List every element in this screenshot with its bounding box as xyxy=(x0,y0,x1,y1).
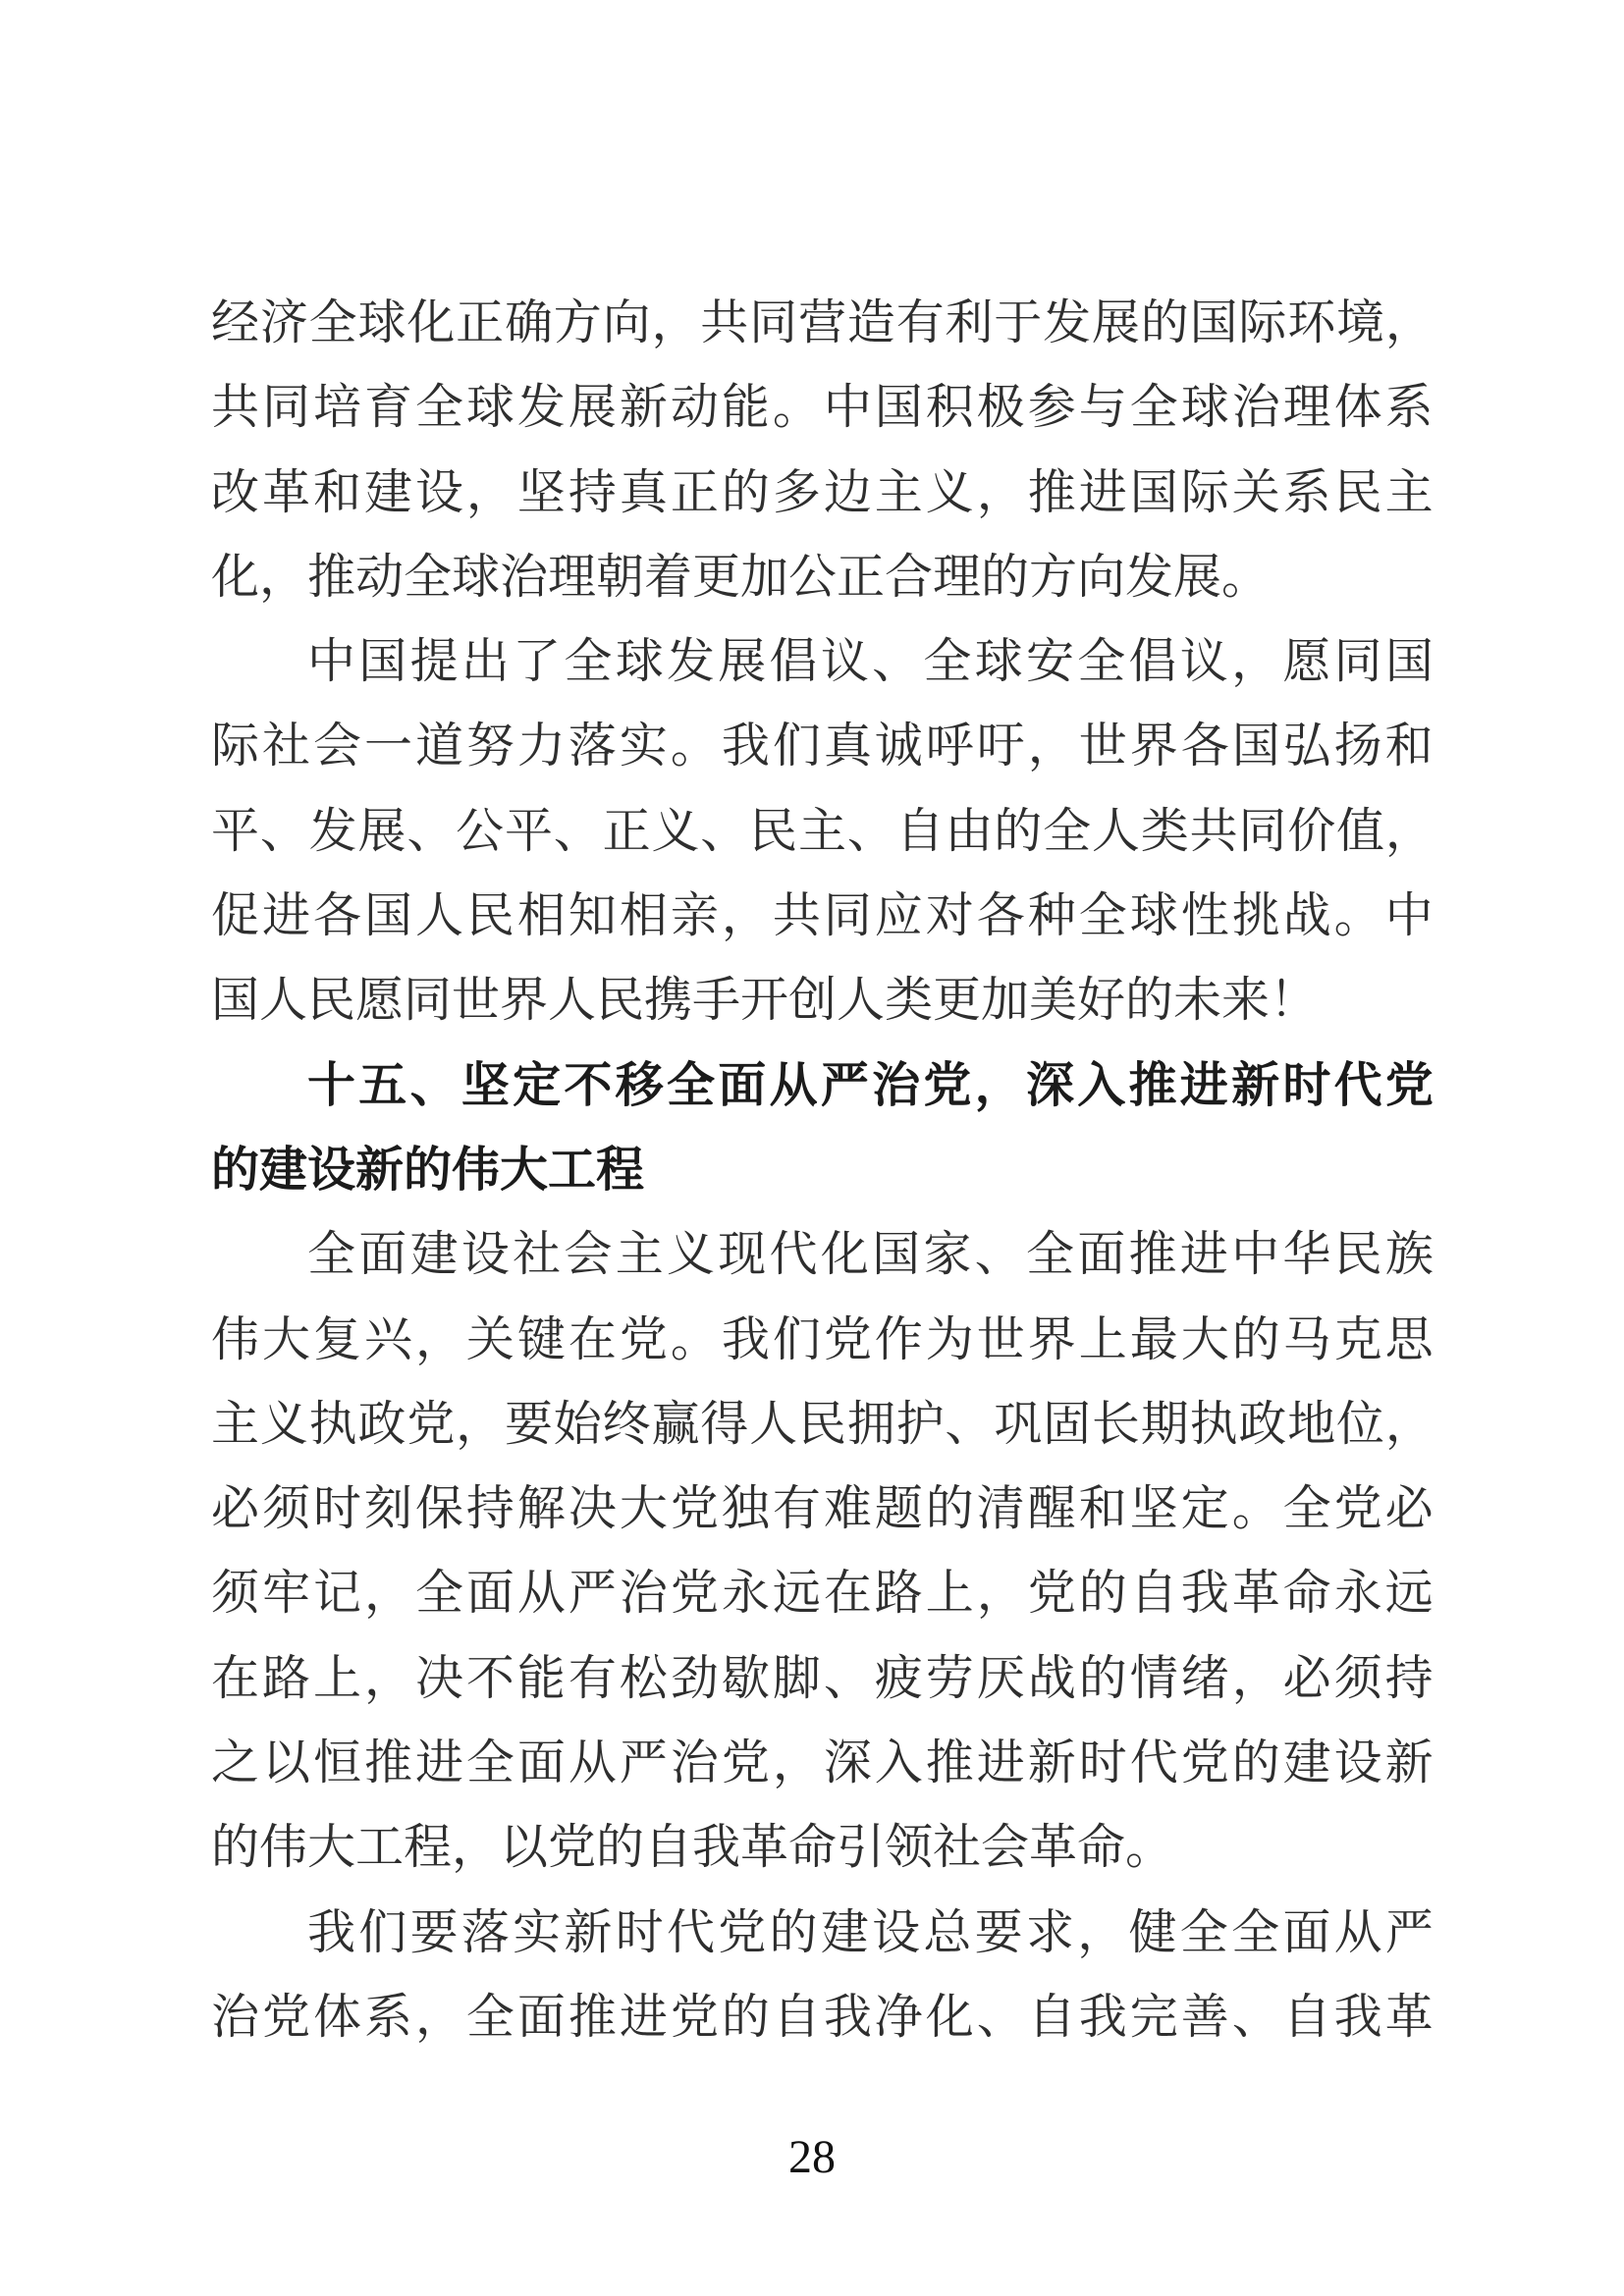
text-line: 国人民愿同世界人民携手开创人类更加美好的未来！ xyxy=(211,973,1319,1028)
text-line: 治 党 体 系 ， 全 面 推 进 党 的 自 我 净 化 、 自 我 完 善 、 自 我 革 xyxy=(211,1989,1434,2044)
text-line: 须 牢 记 ， 全 面 从 严 治 党 永 远 在 路 上 ， 党 的 自 我 革 命 永 远 xyxy=(211,1566,1434,1621)
text-line: 必 须 时 刻 保 持 解 决 大 党 独 有 难 题 的 清 醒 和 坚 定 。 全 党 必 xyxy=(211,1481,1434,1536)
section-heading-line: 十 五 、 坚 定 不 移 全 面 从 严 治 党 ， 深 入 推 进 新 时 代 党 xyxy=(307,1058,1434,1112)
text-line: 中 国 提 出 了 全 球 发 展 倡 议 、 全 球 安 全 倡 议 ， 愿 同 国 xyxy=(307,634,1434,689)
text-line: 促 进 各 国 人 民 相 知 相 亲 ， 共 同 应 对 各 种 全 球 性 挑 战 。 中 xyxy=(211,888,1434,943)
section-heading-line: 的建设新的伟大工程 xyxy=(211,1143,645,1197)
document-text-block xyxy=(211,281,1434,2059)
text-line: 平 、 发 展 、 公 平 、 正 义 、 民 主 、 自 由 的 全 人 类 共 同 价 值 ， xyxy=(211,803,1434,858)
text-line: 在 路 上 ， 决 不 能 有 松 劲 歇 脚 、 疲 劳 厌 战 的 情 绪 ， 必 须 持 xyxy=(211,1650,1434,1705)
text-line: 共 同 培 育 全 球 发 展 新 动 能 。 中 国 积 极 参 与 全 球 治 理 体 系 xyxy=(211,380,1434,435)
text-line: 伟 大 复 兴 ， 关 键 在 党 。 我 们 党 作 为 世 界 上 最 大 的 马 克 思 xyxy=(211,1311,1434,1366)
text-line: 我 们 要 落 实 新 时 代 党 的 建 设 总 要 求 ， 健 全 全 面 从 严 xyxy=(307,1904,1434,1959)
text-line: 化，推动全球治理朝着更加公正合理的方向发展。 xyxy=(211,549,1271,604)
text-line: 际 社 会 一 道 努 力 落 实 。 我 们 真 诚 呼 吁 ， 世 界 各 国 弘 扬 和 xyxy=(211,719,1434,774)
text-line: 主 义 执 政 党 ， 要 始 终 赢 得 人 民 拥 护 、 巩 固 长 期 执 政 地 位 ， xyxy=(211,1396,1434,1451)
text-line: 的伟大工程，以党的自我革命引领社会革命。 xyxy=(211,1820,1174,1875)
page-number: 28 xyxy=(788,2131,836,2183)
text-line: 经 济 全 球 化 正 确 方 向 ， 共 同 营 造 有 利 于 发 展 的 国 际 环 境 ， xyxy=(211,295,1434,349)
text-line: 改 革 和 建 设 ， 坚 持 真 正 的 多 边 主 义 ， 推 进 国 际 关 系 民 主 xyxy=(211,464,1434,519)
text-line: 之 以 恒 推 进 全 面 从 严 治 党 ， 深 入 推 进 新 时 代 党 的 建 设 新 xyxy=(211,1735,1434,1790)
text-line: 全 面 建 设 社 会 主 义 现 代 化 国 家 、 全 面 推 进 中 华 民 族 xyxy=(307,1227,1434,1282)
